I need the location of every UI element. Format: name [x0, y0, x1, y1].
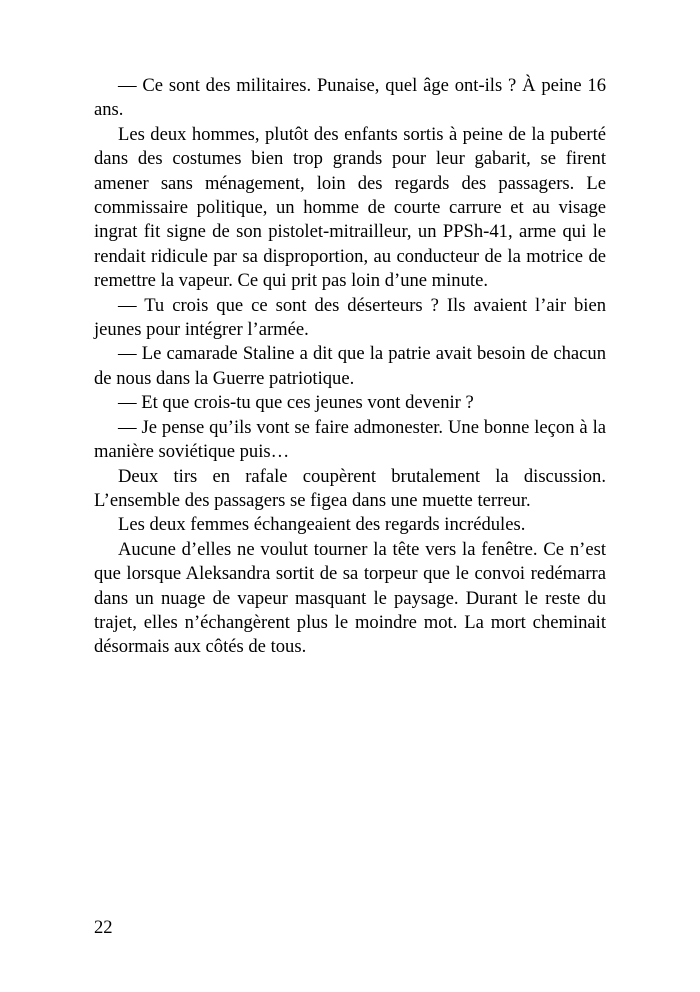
- paragraph-7: Deux tirs en rafale coupèrent brutalement la discussion. L’ensemble des passagers se figea dans une muette terreur.: [94, 465, 606, 511]
- paragraph-1: — Ce sont des militaires. Punaise, quel âge ont-ils ? À peine 16 ans.: [94, 75, 606, 121]
- page-number: 22: [94, 917, 113, 938]
- paragraph-9: Aucune d’elles ne voulut tourner la tête vers la fenêtre. Ce n’est que lorsque Aleksandra sortit de sa torpeur que le convoi redémarra dans un nuage de vapeur masquant le paysage. Durant le reste du trajet, elles n’échangèrent plus le moindre mot. La mort cheminait désormais aux côtés de tous.: [94, 538, 606, 658]
- paragraph-2: Les deux hommes, plutôt des enfants sortis à peine de la puberté dans des costumes bien trop grands pour leur gabarit, se firent amener sans ménagement, loin des regards des passagers. Le commissaire politique, un homme de courte carrure et au visage ingrat fit signe de son pistolet-mitrailleur, un PPSh-41, arme qui le rendait ridicule par sa disproportion, au conducteur de la motrice de remettre la vapeur. Ce qui prit pas loin d’une minute.: [94, 123, 606, 292]
- paragraph-6: — Je pense qu’ils vont se faire admonester. Une bonne leçon à la manière soviétique puis…: [94, 416, 606, 463]
- paragraph-5: — Et que crois-tu que ces jeunes vont devenir ?: [118, 392, 474, 414]
- paragraph-3: — Tu crois que ce sont des déserteurs ? Ils avaient l’air bien jeunes pour intégrer l’armée.: [94, 294, 606, 341]
- paragraph-4: — Le camarade Staline a dit que la patrie avait besoin de chacun de nous dans la Guerre patriotique.: [94, 343, 606, 389]
- paragraph-8: Les deux femmes échangeaient des regards incrédules.: [118, 514, 526, 536]
- page-text-body: [94, 74, 606, 660]
